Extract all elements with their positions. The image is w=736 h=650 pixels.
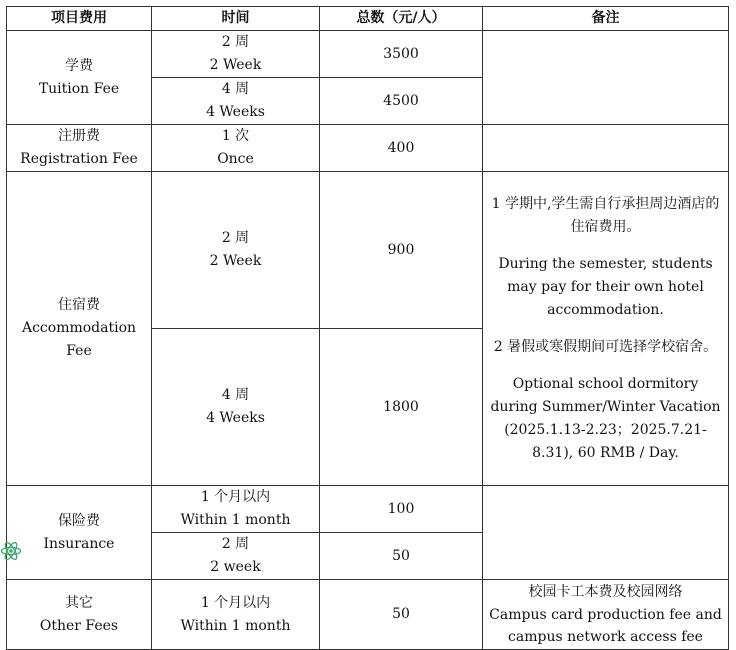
table-row <box>7 486 729 533</box>
insurance-name-en: Insurance <box>43 535 115 552</box>
tuition-note-cell <box>483 31 729 125</box>
other-amount-cell: 50 <box>320 580 483 650</box>
tuition-amount-cell: 4500 <box>320 78 483 125</box>
registration-amount-cell: 400 <box>320 125 483 172</box>
time-en: 2 Week <box>209 57 262 73</box>
table-row <box>7 125 729 172</box>
note-1-zh: 1 学期中,学生需自行承担周边酒店的住宿费用。 <box>491 195 720 235</box>
accommodation-name-en-2: Fee <box>66 343 92 359</box>
insurance-amount-cell: 50 <box>320 533 483 580</box>
time-zh: 2 周 <box>221 34 250 50</box>
time-en: Once <box>217 151 254 167</box>
accommodation-amount-cell: 900 <box>320 172 483 329</box>
tuition-name-zh: 学费 <box>65 57 93 74</box>
registration-name-en: Registration Fee <box>20 151 138 167</box>
time-en: Within 1 month <box>180 512 291 528</box>
other-note-cell <box>483 580 729 650</box>
tuition-time-cell <box>152 78 320 125</box>
header-total: 总数（元/人） <box>320 7 483 31</box>
tuition-amount-cell: 3500 <box>320 31 483 78</box>
tuition-time-cell <box>152 31 320 78</box>
accommodation-name-cell <box>7 172 152 486</box>
time-zh: 1 个月以内 <box>200 489 271 505</box>
time-en: 4 Weeks <box>206 104 265 120</box>
insurance-note-cell <box>483 486 729 580</box>
time-zh: 1 次 <box>221 128 250 144</box>
insurance-amount-cell: 100 <box>320 486 483 533</box>
accommodation-name-zh: 住宿费 <box>58 297 100 313</box>
accommodation-time-cell <box>152 172 320 329</box>
header-time: 时间 <box>152 7 320 31</box>
accommodation-amount-cell: 1800 <box>320 329 483 486</box>
insurance-time-cell <box>152 533 320 580</box>
table-row <box>7 31 729 78</box>
time-zh: 4 周 <box>221 387 250 403</box>
insurance-time-cell <box>152 486 320 533</box>
header-note: 备注 <box>483 7 729 31</box>
other-name-cell <box>7 580 152 650</box>
other-time-cell <box>152 580 320 650</box>
atom-icon <box>0 540 22 562</box>
time-en: Within 1 month <box>180 617 291 634</box>
accommodation-name-en-1: Accommodation <box>21 320 137 336</box>
accommodation-time-cell <box>152 329 320 486</box>
table-row <box>7 580 729 650</box>
time-zh: 1 个月以内 <box>200 594 271 611</box>
header-item: 项目费用 <box>7 7 152 31</box>
note-1-en: During the semester, students may pay for their own hotel accommodation. <box>498 255 713 318</box>
registration-name-cell <box>7 125 152 172</box>
other-name-zh: 其它 <box>65 594 93 611</box>
time-en: 2 week <box>210 559 261 575</box>
table-row <box>7 172 729 329</box>
other-note-en: Campus card production fee and campus network access fee <box>489 607 722 645</box>
registration-time-cell <box>152 125 320 172</box>
time-zh: 2 周 <box>221 536 250 552</box>
time-zh: 4 周 <box>221 81 250 97</box>
insurance-name-zh: 保险费 <box>58 512 100 529</box>
registration-note-cell <box>483 125 729 172</box>
accommodation-note-cell <box>483 172 729 486</box>
time-en: 4 Weeks <box>206 410 265 426</box>
header-row <box>7 7 729 31</box>
insurance-name-cell <box>7 486 152 580</box>
tuition-name-cell <box>7 31 152 125</box>
note-2-zh: 2 暑假或寒假期间可选择学校宿舍。 <box>493 338 718 355</box>
registration-name-zh: 注册费 <box>58 128 100 144</box>
fee-table <box>6 6 729 650</box>
time-zh: 2 周 <box>221 230 250 246</box>
other-name-en: Other Fees <box>39 617 119 634</box>
note-2-en: Optional school dormitory during Summer/Winter Vacation (2025.1.13-2.23；2025.7.21-8.31), 60 RMB / Day. <box>490 375 721 461</box>
tuition-name-en: Tuition Fee <box>38 80 120 97</box>
time-en: 2 Week <box>209 253 262 269</box>
other-note-zh: 校园卡工本费及校园网络 <box>528 584 683 600</box>
